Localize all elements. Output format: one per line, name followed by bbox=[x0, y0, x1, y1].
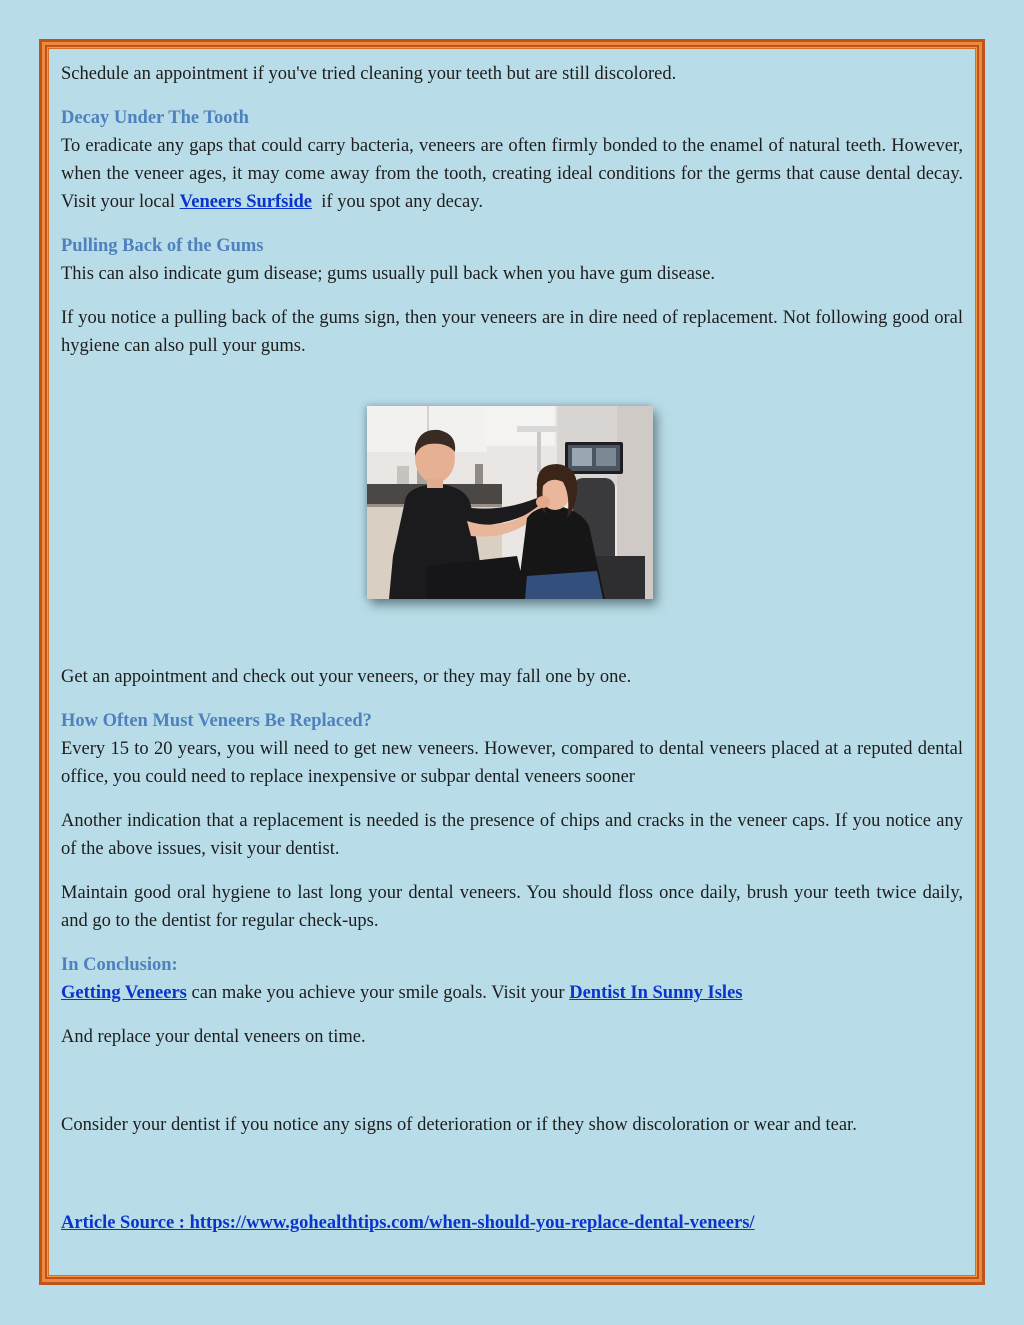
gums-paragraph-2: If you notice a pulling back of the gums sign, then your veneers are in dire need of replacement. Not following good oral hygiene can also pull your gums. bbox=[61, 308, 963, 356]
replace-paragraph-3: Maintain good oral hygiene to last long your dental veneers. You should floss once daily, brush your teeth twice daily, and go to the dentist for regular check-ups. bbox=[61, 883, 963, 931]
gums-paragraph: This can also indicate gum disease; gums usually pull back when you have gum disease. bbox=[61, 264, 716, 284]
replace-paragraph-2: Another indication that a replacement is needed is the presence of chips and cracks in the veneer caps. If you notice any of the above issues, visit your dentist. bbox=[61, 811, 963, 859]
photo-icon bbox=[367, 406, 653, 599]
dentist-sunny-isles-link[interactable]: Dentist In Sunny Isles bbox=[569, 983, 743, 1003]
article-source-link[interactable]: Article Source : https://www.gohealthtips.com/when-should-you-replace-dental-veneers/ bbox=[61, 1213, 755, 1233]
intro-paragraph: Schedule an appointment if you've tried cleaning your teeth but are still discolored. bbox=[61, 64, 677, 84]
conclusion-text: can make you achieve your smile goals. Visit your bbox=[186, 983, 570, 1003]
dentist-patient-photo bbox=[367, 406, 653, 599]
decay-heading: Decay Under The Tooth bbox=[61, 108, 249, 128]
article-body bbox=[61, 60, 963, 1253]
replace-heading: How Often Must Veneers Be Replaced? bbox=[61, 711, 372, 731]
replace-paragraph: Every 15 to 20 years, you will need to get new veneers. However, compared to dental veneers placed at a reputed dental office, you could need to replace inexpensive or subpar dental veneers sooner bbox=[61, 739, 963, 787]
conclusion-paragraph-3: Consider your dentist if you notice any signs of deterioration or if they show discoloration or wear and tear. bbox=[61, 1115, 857, 1135]
gums-heading: Pulling Back of the Gums bbox=[61, 236, 264, 256]
conclusion-paragraph bbox=[61, 979, 963, 1007]
decay-paragraph bbox=[61, 132, 963, 216]
source-paragraph bbox=[61, 1209, 963, 1237]
page-frame-border bbox=[45, 45, 979, 1279]
page-content-area bbox=[48, 48, 976, 1276]
conclusion-paragraph-2: And replace your dental veneers on time. bbox=[61, 1027, 366, 1047]
getting-veneers-link[interactable]: Getting Veneers bbox=[61, 983, 187, 1003]
page-frame bbox=[39, 39, 985, 1285]
veneers-surfside-link[interactable]: Veneers Surfside bbox=[179, 192, 313, 212]
conclusion-heading: In Conclusion: bbox=[61, 955, 178, 975]
decay-text: To eradicate any gaps that could carry bacteria, veneers are often firmly bonded to the enamel of natural teeth. However, when the veneer ages, it may come away from the tooth, creating ideal conditions for the germs that cause dental decay. Visit your local bbox=[61, 136, 963, 212]
decay-text-end: if you spot any decay. bbox=[312, 192, 483, 212]
spacer bbox=[61, 1155, 963, 1209]
appointment-paragraph: Get an appointment and check out your veneers, or they may fall one by one. bbox=[61, 667, 632, 687]
spacer bbox=[61, 1067, 963, 1111]
